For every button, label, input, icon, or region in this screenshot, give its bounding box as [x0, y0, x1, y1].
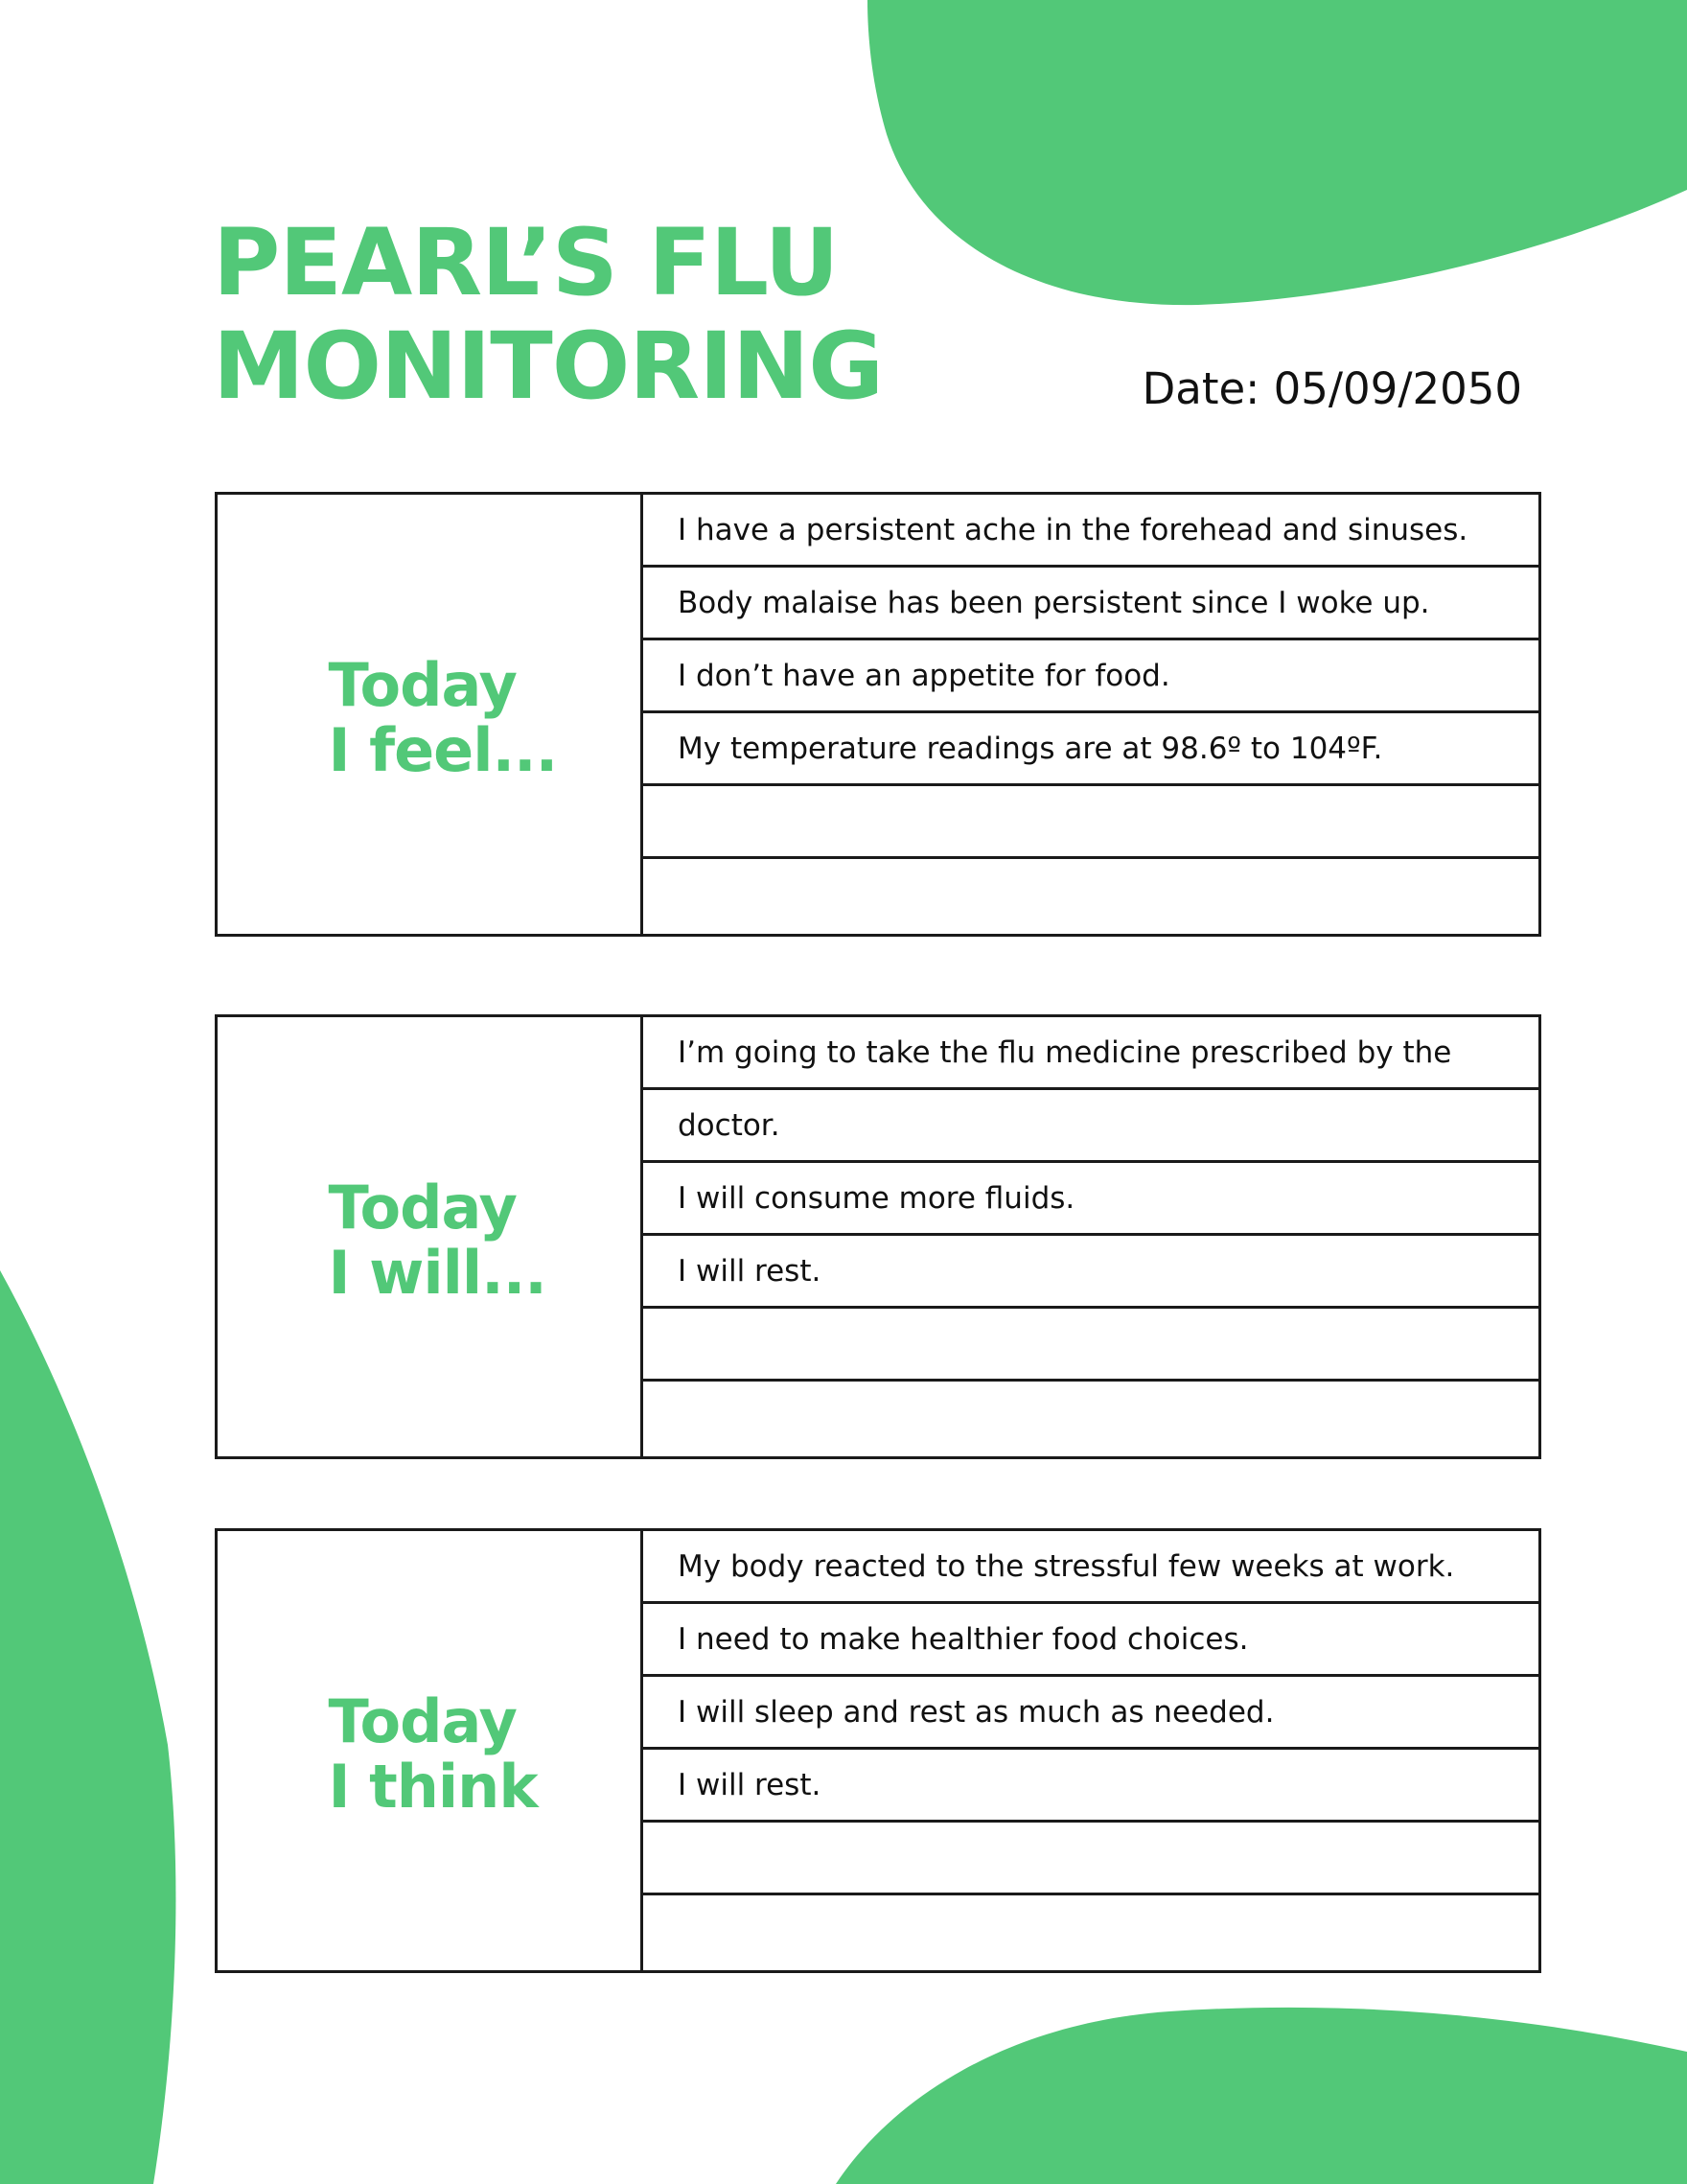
entry-line [643, 859, 1538, 934]
section-label [218, 1531, 643, 1970]
entry-line: doctor. [643, 1090, 1538, 1163]
entry-line [643, 1309, 1538, 1382]
entry-line: My temperature readings are at 98.6º to 104ºF. [643, 713, 1538, 786]
section-today-i-will [215, 1014, 1541, 1459]
section-today-i-think [215, 1528, 1541, 1973]
section-label-line-1: Today [328, 1173, 517, 1243]
date-label: Date: 05/09/2050 [1142, 363, 1522, 414]
section-label-line-2: I will... [328, 1238, 546, 1308]
entry-line [643, 1895, 1538, 1970]
entry-line: I will sleep and rest as much as needed. [643, 1677, 1538, 1750]
entry-line: My body reacted to the stressful few weeks at work. [643, 1531, 1538, 1604]
entry-line [643, 786, 1538, 859]
entry-line: I don’t have an appetite for food. [643, 640, 1538, 713]
section-label-line-2: I think [328, 1752, 538, 1822]
section-label-line-1: Today [328, 650, 517, 720]
entry-lines [643, 1017, 1538, 1456]
page-title [213, 211, 883, 418]
entry-line: Body malaise has been persistent since I woke up. [643, 568, 1538, 640]
entry-line: I’m going to take the flu medicine prescribed by the [643, 1017, 1538, 1090]
section-today-i-feel [215, 492, 1541, 937]
title-line-1: PEARL’S FLU [213, 209, 839, 316]
section-label-line-2: I feel... [328, 715, 558, 785]
entry-line [643, 1823, 1538, 1895]
entry-lines [643, 495, 1538, 934]
section-label [218, 1017, 643, 1456]
title-line-2: MONITORING [213, 313, 884, 420]
section-label-line-1: Today [328, 1686, 517, 1756]
entry-line: I need to make healthier food choices. [643, 1604, 1538, 1677]
entry-line: I have a persistent ache in the forehead and sinuses. [643, 495, 1538, 568]
entry-lines [643, 1531, 1538, 1970]
section-label [218, 495, 643, 934]
entry-line: I will consume more fluids. [643, 1163, 1538, 1236]
entry-line [643, 1382, 1538, 1456]
entry-line: I will rest. [643, 1750, 1538, 1823]
entry-line: I will rest. [643, 1236, 1538, 1309]
